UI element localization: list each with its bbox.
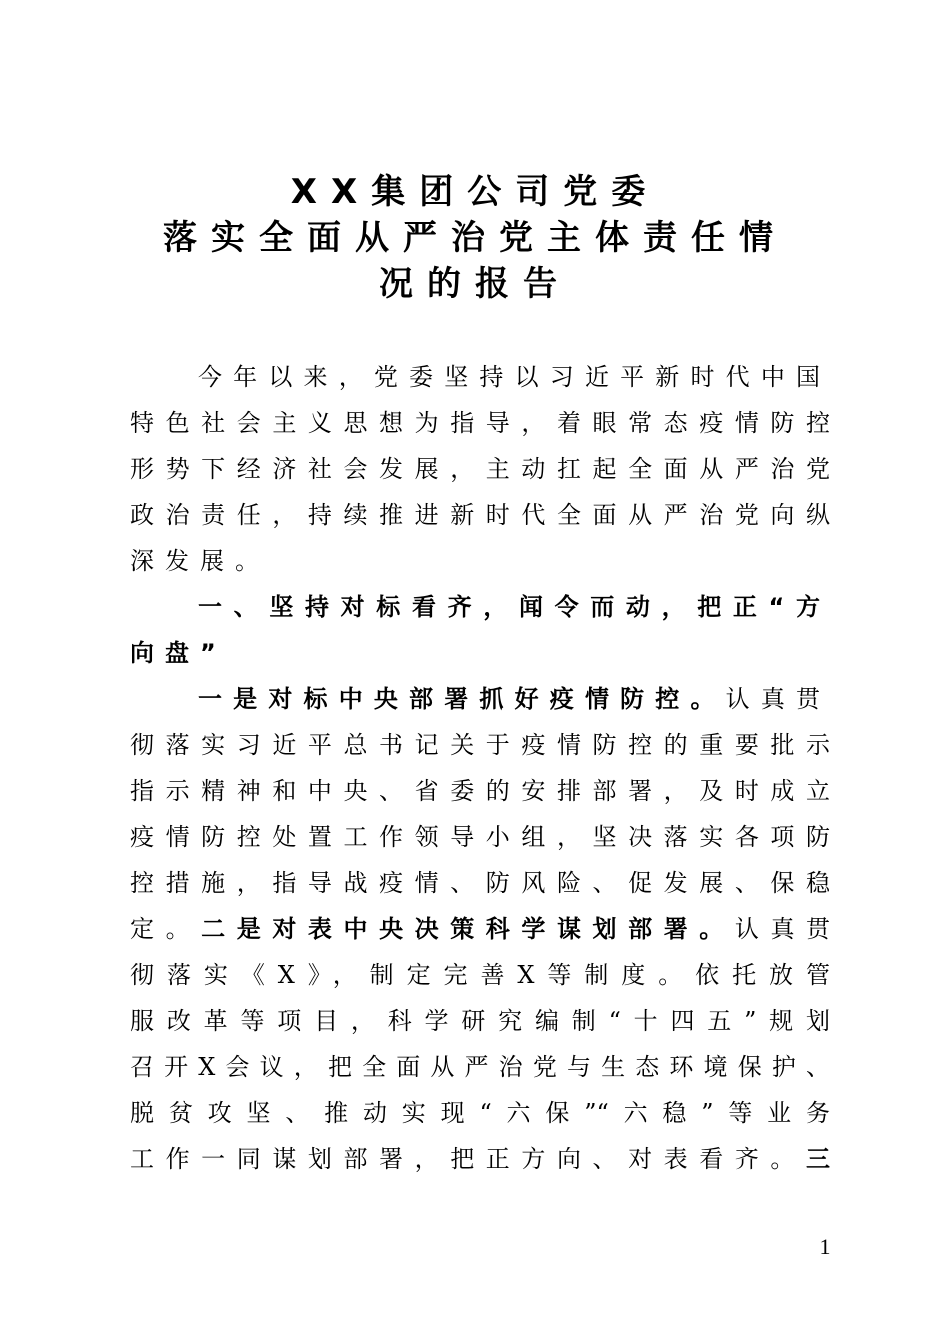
body-line: 召开X会议，把全面从严治党与生态环境保护、: [130, 1053, 830, 1081]
subheading-2: 二是对表中央决策科学谋划部署。: [201, 915, 735, 943]
body-line: 深发展。: [130, 547, 270, 575]
subheading-3-start: 三: [806, 1145, 830, 1173]
body-line: 疫情防控处置工作领导小组，坚决落实各项防: [130, 823, 830, 851]
section-heading-line: 一、坚持对标看齐，闻令而动，把正“方: [198, 593, 820, 621]
body-text: 认真贯: [725, 685, 821, 713]
body-text: 认真贯: [734, 915, 831, 943]
body-text: 定。: [130, 915, 202, 943]
title-line-2: 落实全面从严治党主体责任情: [163, 218, 787, 258]
body-line: 形势下经济社会发展，主动扛起全面从严治党: [130, 455, 830, 483]
title-line-3: 况的报告: [379, 264, 571, 304]
body-line: [130, 1144, 830, 1174]
page-number: 1: [819, 1234, 831, 1259]
body-line: 政治责任，持续推进新时代全面从严治党向纵: [130, 501, 830, 529]
body-line: 彻落实习近平总书记关于疫情防控的重要批示: [130, 731, 830, 759]
body-line: 彻落实《X》，制定完善X等制度。依托放管: [130, 961, 830, 989]
body-line: [198, 684, 820, 714]
body-text: 工作一同谋划部署，把正方向、对表看齐。: [130, 1145, 806, 1173]
body-line: 控措施，指导战疫情、防风险、促发展、保稳: [130, 869, 830, 897]
body-line: 特色社会主义思想为指导，着眼常态疫情防控: [130, 409, 830, 437]
body-line: [130, 914, 830, 944]
body-line: 今年以来，党委坚持以习近平新时代中国: [198, 363, 820, 391]
section-heading-line: 向盘”: [130, 639, 227, 667]
body-line: 脱贫攻坚、推动实现“六保”“六稳”等业务: [130, 1099, 830, 1127]
subheading-1: 一是对标中央部署抓好疫情防控。: [198, 685, 726, 713]
body-line: 服改革等项目，科学研究编制“十四五”规划: [130, 1007, 830, 1035]
body-line: 指示精神和中央、省委的安排部署，及时成立: [130, 777, 830, 805]
title-line-1: XX集团公司党委: [290, 172, 660, 212]
